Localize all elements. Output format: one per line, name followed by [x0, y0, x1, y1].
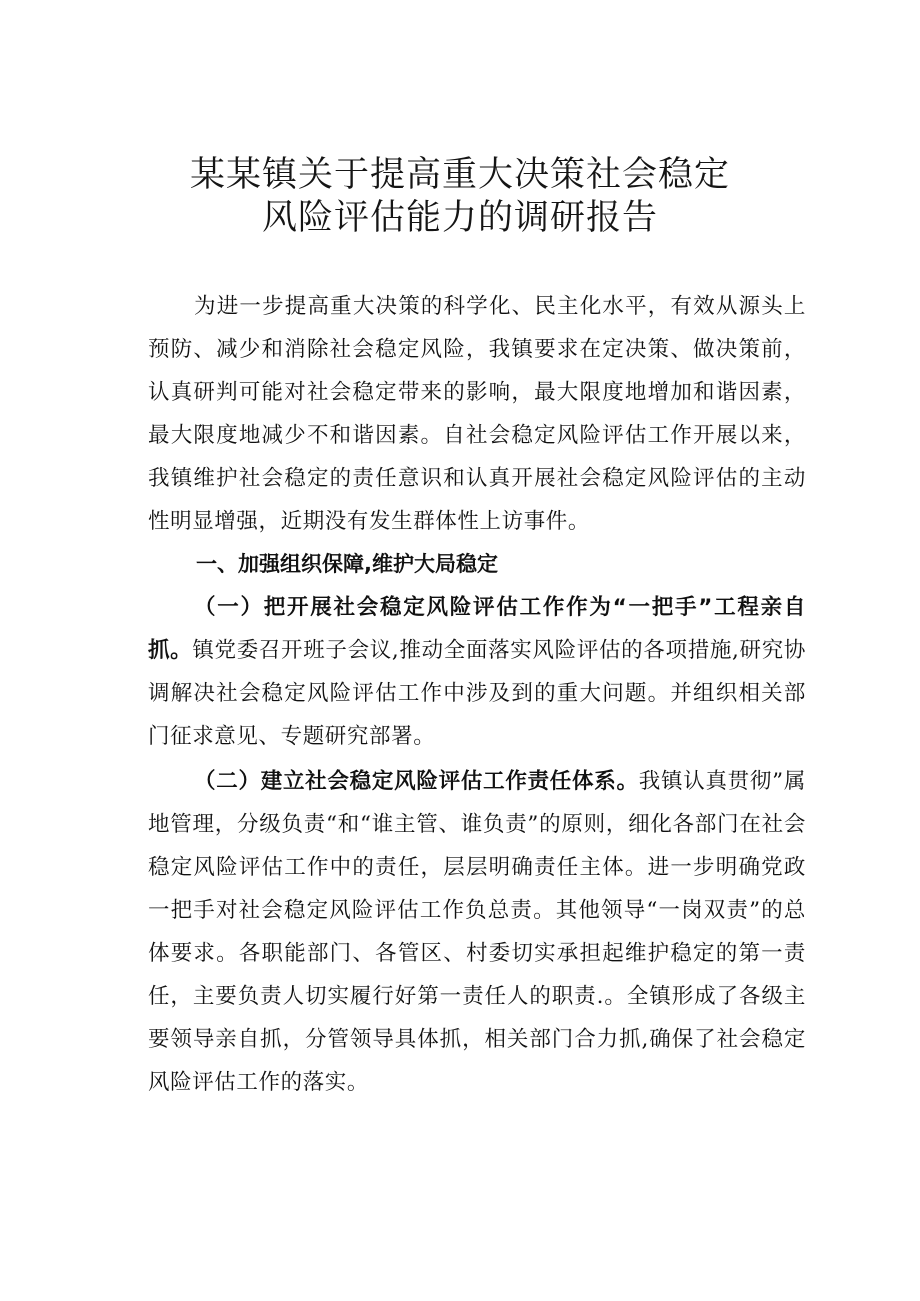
section1-heading: 一、加强组织保障,维护大局稳定 — [196, 552, 498, 576]
subsection1-lead: （一）把开展社会稳定风险评估工作作为“一把手”工程亲自抓。 — [148, 595, 806, 663]
subsection2-paragraph — [148, 760, 806, 1104]
document-title-line2: 风险评估能力的调研报告 — [261, 198, 658, 238]
subsection2-text: 我镇认真贯彻”属地管理，分级负责“和“谁主管、谁负责”的原则，细化各部门在社会稳定风险评估工作中的责任，层层明确责任主体。进一步明确党政一把手对社会稳定风险评估工作负总责。其他领导“一岗双责”的总体要求。各职能部门、各管区、村委切实承担起维护稳定的第一责任，主要负责人切实履行好第一责任人的职责.。全镇形成了各级主要领导亲自抓，分管领导具体抓，相关部门合力抓,确保了社会稳定风险评估工作的落实。 — [148, 769, 806, 1095]
subsection2-lead: （二）建立社会稳定风险评估工作责任体系。 — [194, 769, 639, 794]
document-title-line1: 某某镇关于提高重大决策社会稳定 — [189, 155, 730, 195]
subsection1-text: 镇党委召开班子会议,推动全面落实风险评估的各项措施,研究协调解决社会稳定风险评估工作中涉及到的重大问题。并组织相关部门征求意见、专题研究部署。 — [148, 638, 807, 749]
intro-paragraph: 为进一步提高重大决策的科学化、民主化水平，有效从源头上预防、减少和消除社会稳定风险，我镇要求在定决策、做决策前，认真研判可能对社会稳定带来的影响，最大限度地增加和谐因素，最大限度地减少不和谐因素。自社会稳定风险评估工作开展以来，我镇维护社会稳定的责任意识和认真开展社会稳定风险评估的主动性明显增强，近期没有发生群体性上访事件。 — [148, 294, 806, 534]
subsection1-paragraph — [148, 586, 806, 758]
